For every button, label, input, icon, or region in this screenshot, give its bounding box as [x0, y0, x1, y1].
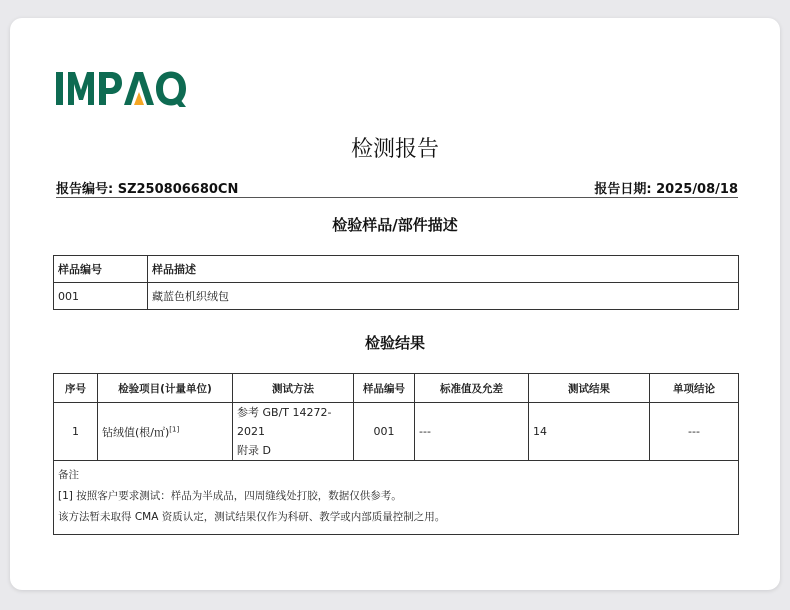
- sample-table: [53, 255, 739, 310]
- note-1: [1] 按照客户要求测试：样品为半成品，四周缝线处打胶，数据仅供参考。: [58, 490, 402, 502]
- item-footnote-ref: [1]: [169, 424, 180, 433]
- standard-cell: ---: [415, 403, 529, 461]
- notes-cell: [54, 461, 739, 535]
- sample-desc-header: 样品描述: [148, 256, 739, 283]
- notes-row: [54, 461, 739, 535]
- item-cell: [98, 403, 233, 461]
- sample-section-heading: 检验样品/部件描述: [332, 216, 458, 234]
- note-2: 该方法暂未取得 CMA 资质认定，测试结果仅作为科研、教学或内部质量控制之用。: [58, 511, 446, 523]
- method-header: 测试方法: [233, 374, 354, 403]
- results-table: [53, 373, 739, 535]
- impaq-logo: [56, 70, 192, 110]
- sample-cell: 001: [354, 403, 415, 461]
- report-date: 报告日期: 2025/08/18: [594, 182, 738, 197]
- impaq-logo-mark: [56, 70, 192, 110]
- report-number: 报告编号: SZ250806680CN: [56, 182, 239, 197]
- item-header: 检验项目(计量单位): [98, 374, 233, 403]
- meta-divider: [56, 197, 738, 198]
- results-table-header: [54, 374, 739, 403]
- results-section-heading: 检验结果: [364, 334, 425, 352]
- result-cell: 14: [529, 403, 650, 461]
- notes-title: 备注: [58, 469, 79, 481]
- item-text: 钻绒值(根/㎡): [102, 425, 170, 439]
- seq-header: 序号: [54, 374, 98, 403]
- method-line2: 附录 D: [237, 444, 271, 457]
- standard-header: 标准值及允差: [415, 374, 529, 403]
- sample-table-header: [54, 256, 739, 283]
- report-meta: [56, 178, 738, 197]
- table-row: [54, 403, 739, 461]
- result-header: 测试结果: [529, 374, 650, 403]
- sample-id-header: 样品编号: [54, 256, 148, 283]
- seq-cell: 1: [54, 403, 98, 461]
- report-title: 检测报告: [350, 137, 439, 162]
- method-cell: [233, 403, 354, 461]
- table-row: [54, 283, 739, 310]
- conclusion-header: 单项结论: [650, 374, 739, 403]
- method-line1: 参考 GB/T 14272-2021: [237, 406, 332, 438]
- sample-desc-cell: 藏蓝色机织绒包: [148, 283, 739, 310]
- sample-header: 样品编号: [354, 374, 415, 403]
- sample-id-cell: 001: [54, 283, 148, 310]
- conclusion-cell: ---: [650, 403, 739, 461]
